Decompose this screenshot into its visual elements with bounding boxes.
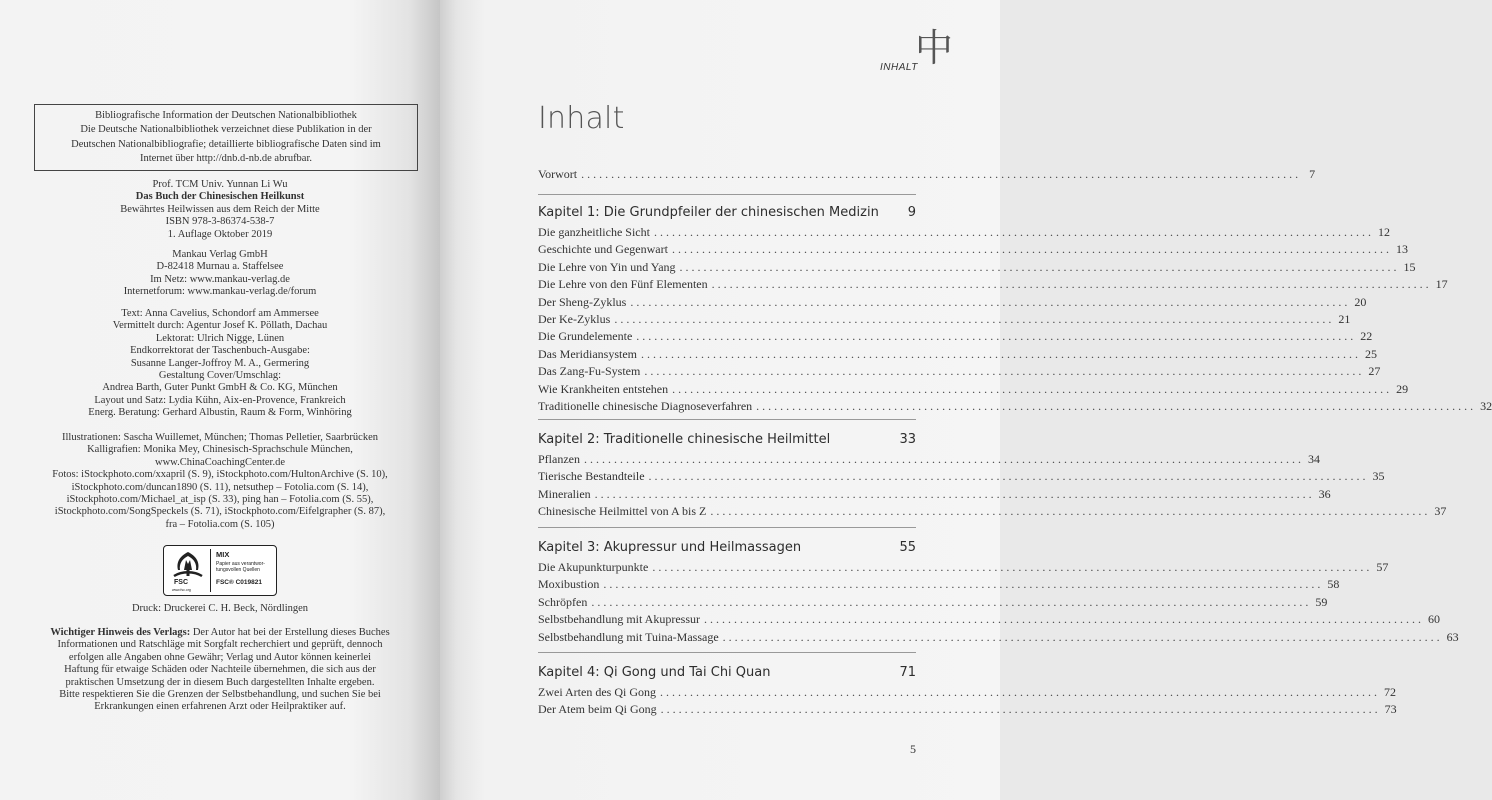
toc-entry[interactable]	[538, 225, 1390, 241]
toc-entry[interactable]	[538, 294, 1367, 311]
warning-line	[0, 701, 440, 713]
toc-entry[interactable]	[538, 277, 1448, 293]
publisher-info	[0, 249, 440, 299]
bib-line: Internet über http://dnb.d-nb.de abrufbar.	[139, 153, 313, 165]
toc-entry-page: 12	[1377, 225, 1390, 239]
toc-entry[interactable]	[538, 560, 1389, 576]
fsc-website: www.fsc.org	[172, 588, 191, 592]
toc-entry[interactable]	[538, 381, 1409, 398]
chapter-page: 33	[899, 432, 916, 447]
toc-entry-page: 57	[1376, 560, 1389, 574]
toc-entry-title: Die Akupunkturpunkte	[538, 560, 649, 574]
toc-entry[interactable]	[538, 399, 1492, 415]
toc-entry[interactable]	[538, 594, 1328, 611]
toc-chapter-heading[interactable]	[538, 540, 916, 555]
toc-entry[interactable]	[538, 167, 1316, 183]
chapter-title: Kapitel 1: Die Grundpfeiler der chinesischen Medizin	[538, 205, 879, 220]
publisher-line: Im Netz: www.mankau-verlag.de	[150, 273, 290, 285]
toc-entry-page: 13	[1395, 242, 1408, 257]
fsc-wordmark: FSC	[174, 579, 188, 586]
toc-entry-title: Die Lehre von den Fünf Elementen	[538, 277, 708, 292]
toc-leader-dots: ........................................................................................................................	[583, 452, 1304, 466]
chapter-divider	[538, 652, 916, 653]
chapter-divider	[538, 527, 916, 528]
left-page	[0, 0, 440, 800]
toc-entry[interactable]	[538, 364, 1381, 380]
warning-line	[0, 677, 440, 689]
toc-leader-dots: ........................................................................................................................	[672, 381, 1393, 396]
chapter-divider	[538, 194, 916, 195]
page-title: Inhalt	[538, 101, 625, 136]
credit-line: Energ. Beratung: Gerhard Albustin, Raum & Form, Winhöring	[88, 407, 352, 419]
toc-leader-dots: ........................................................................................................................	[653, 225, 1374, 239]
toc-entry[interactable]	[538, 629, 1459, 646]
warning-text: Erkrankungen einen erfahrenen Arzt oder Heilpraktiker auf.	[94, 701, 346, 713]
toc-chapter-heading[interactable]	[538, 205, 916, 220]
illustration-credit-line: Illustrationen: Sascha Wuillemet, München; Thomas Pelletier, Saarbrücken	[61, 432, 379, 443]
illustration-credit-line: iStockphoto.com/duncan1890 (S. 11), netsuthep – Fotolia.com (S. 14),	[71, 481, 369, 493]
toc-entry[interactable]	[538, 242, 1408, 258]
bibliographic-info-box	[34, 104, 418, 171]
fsc-description: Papier aus verantwor-tungsvollen Quellen	[216, 561, 265, 573]
toc-entry[interactable]	[538, 685, 1396, 701]
toc-entry-title: Wie Krankheiten entstehen	[538, 381, 669, 396]
chapter-page: 71	[899, 665, 916, 680]
toc-leader-dots: ........................................................................................................................	[594, 486, 1315, 501]
warning-text: erfolgen alle Angaben ohne Gewähr; Verlag und Autor können keinerlei	[68, 651, 372, 663]
book-info-line: 1. Auflage Oktober 2019	[167, 228, 273, 240]
toc-leader-dots: ........................................................................................................................	[710, 504, 1431, 519]
toc-leader-dots: ........................................................................................................................	[640, 346, 1361, 361]
toc-entry[interactable]	[538, 329, 1373, 345]
toc-entry-title: Pflanzen	[538, 452, 580, 466]
warning-text: Der Autor hat bei der Erstellung dieses Buches	[190, 627, 390, 638]
book-info-line: ISBN 978-3-86374-538-7	[165, 216, 275, 228]
bib-line: Bibliografische Information der Deutschen Nationalbibliothek	[95, 110, 357, 121]
illustration-credit-line: iStockphoto.com/SongSpeckels (S. 71), iStockphoto.com/Eifelgrapher (S. 87),	[54, 506, 386, 518]
toc-entry-page: 73	[1384, 702, 1397, 717]
toc-entry-page: 59	[1315, 594, 1328, 609]
toc-entry-title: Selbstbehandlung mit Tuina-Massage	[538, 629, 719, 644]
toc-entry[interactable]	[538, 486, 1331, 503]
toc-leader-dots: ........................................................................................................................	[671, 242, 1392, 257]
toc-entry-page: 15	[1403, 259, 1416, 274]
toc-leader-dots: ........................................................................................................................	[659, 685, 1380, 699]
toc-entry-title: Mineralien	[538, 486, 591, 501]
chapter-page: 9	[907, 205, 916, 220]
toc-entry-page: 22	[1360, 329, 1373, 344]
toc-leader-dots: ........................................................................................................................	[660, 702, 1381, 717]
toc-entry-page: 7	[1309, 167, 1316, 181]
illustration-credits	[0, 432, 440, 531]
toc-entry-title: Die Lehre von Yin und Yang	[538, 259, 676, 274]
credits	[0, 308, 440, 420]
toc-entry-page: 27	[1368, 364, 1381, 379]
bib-line: Deutschen Nationalbibliografie; detaillierte bibliografische Daten sind im	[71, 138, 381, 150]
chapter-title: Kapitel 4: Qi Gong und Tai Chi Quan	[538, 665, 771, 680]
toc-entry-title: Der Sheng-Zyklus	[538, 294, 627, 309]
print-info: Druck: Druckerei C. H. Beck, Nördlingen	[131, 603, 309, 614]
toc-leader-dots: ........................................................................................................................	[644, 364, 1365, 379]
toc-entry[interactable]	[538, 452, 1320, 468]
toc-leader-dots: ........................................................................................................................	[652, 560, 1373, 574]
book-info	[0, 179, 440, 241]
toc-entry[interactable]	[538, 612, 1440, 628]
credit-line: Layout und Satz: Lydia Kühn, Aix-en-Provence, Frankreich	[94, 394, 346, 406]
credit-line: Text: Anna Cavelius, Schondorf am Ammersee	[121, 308, 319, 319]
warning-line	[0, 639, 440, 651]
illustration-credit-line: www.ChinaCoachingCenter.de	[155, 456, 285, 468]
book-info-line: Das Buch der Chinesischen Heilkunst	[135, 191, 305, 203]
fsc-license-code: FSC® C019821	[216, 579, 262, 586]
credit-line: Susanne Langer-Joffroy M. A., Germering	[130, 357, 310, 369]
illustration-credit-line: iStockphoto.com/Michael_at_isp (S. 33), ping han – Fotolia.com (S. 55),	[66, 494, 374, 506]
fsc-mix-label: MIX	[216, 550, 230, 559]
publisher-line: Internetforum: www.mankau-verlag.de/forum	[123, 286, 317, 298]
toc-entry-page: 29	[1396, 381, 1409, 396]
credit-line: Endkorrektorat der Taschenbuch-Ausgabe:	[130, 345, 310, 357]
chapter-page: 55	[899, 540, 916, 555]
toc-entry[interactable]	[538, 702, 1397, 718]
toc-entry-title: Der Ke-Zyklus	[538, 312, 611, 326]
toc-entry-title: Das Meridiansystem	[538, 346, 637, 361]
toc-entry[interactable]	[538, 577, 1340, 593]
toc-leader-dots: ........................................................................................................................	[603, 577, 1324, 592]
toc-entry[interactable]	[538, 504, 1447, 520]
book-info-line: Prof. TCM Univ. Yunnan Li Wu	[152, 179, 288, 190]
warning-line	[0, 689, 440, 701]
warning-text: praktischen Umsetzung der in diesem Buch dargestellten Inhalte ergeben.	[65, 676, 375, 688]
toc-entry-title: Zwei Arten des Qi Gong	[538, 685, 656, 699]
chapter-title: Kapitel 3: Akupressur und Heilmassagen	[538, 540, 802, 555]
toc-leader-dots: ........................................................................................................................	[581, 167, 1302, 181]
toc-entry[interactable]	[538, 346, 1377, 363]
toc-entry-page: 72	[1383, 685, 1396, 699]
chapter-title: Kapitel 2: Traditionelle chinesische Heilmittel	[538, 432, 831, 447]
running-header: INHALT	[880, 62, 918, 73]
toc-entry-title: Die Grundelemente	[538, 329, 633, 344]
publisher-warning	[0, 627, 440, 714]
toc-entry-page: 34	[1307, 452, 1320, 466]
warning-label: Wichtiger Hinweis des Verlags:	[50, 627, 191, 638]
toc-entry-title: Tierische Bestandteile	[538, 469, 645, 484]
toc-leader-dots: ........................................................................................................................	[711, 277, 1432, 292]
book-info-line: Bewährtes Heilwissen aus dem Reich der Mitte	[120, 203, 320, 215]
toc-entry-page: 36	[1318, 486, 1331, 501]
toc-entry[interactable]	[538, 312, 1351, 328]
toc-entry-title: Das Zang-Fu-System	[538, 364, 641, 379]
toc-leader-dots: ........................................................................................................................	[636, 329, 1357, 344]
toc-entry-page: 17	[1435, 277, 1448, 292]
toc-entry-title: Der Atem beim Qi Gong	[538, 702, 657, 717]
illustration-credit-line: Fotos: iStockphoto.com/xxapril (S. 9), iStockphoto.com/HultonArchive (S. 10),	[52, 469, 388, 481]
fsc-divider	[210, 549, 211, 592]
toc-entry-page: 20	[1354, 294, 1367, 309]
toc-leader-dots: ........................................................................................................................	[704, 612, 1424, 627]
toc-leader-dots: ........................................................................................................................	[630, 294, 1351, 309]
warning-line	[0, 652, 440, 664]
bib-line: Die Deutsche Nationalbibliothek verzeichnet diese Publikation in der	[80, 124, 372, 136]
chapter-divider	[538, 419, 916, 420]
toc-entry-title: Traditionelle chinesische Diagnoseverfahren	[538, 399, 753, 413]
toc-entry-page: 58	[1327, 577, 1340, 592]
toc-entry[interactable]	[538, 259, 1416, 276]
toc-entry-title: Chinesische Heilmittel von A bis Z	[538, 504, 707, 519]
warning-text: Bitte respektieren Sie die Grenzen der Selbstbehandlung, und suchen Sie bei	[59, 689, 381, 701]
toc-entry-title: Moxibustion	[538, 577, 600, 592]
right-page	[440, 0, 1492, 800]
credit-line: Gestaltung Cover/Umschlag:	[158, 370, 282, 382]
credit-line: Andrea Barth, Guter Punkt GmbH & Co. KG, München	[102, 382, 338, 394]
page-number: 5	[910, 742, 916, 756]
toc-entry-page: 25	[1364, 346, 1377, 361]
publisher-line: D-82418 Murnau a. Staffelsee	[156, 261, 284, 273]
toc-entry-title: Selbstbehandlung mit Akupressur	[538, 612, 700, 627]
warning-line	[0, 627, 440, 639]
credit-line: Vermittelt durch: Agentur Josef K. Pöllath, Dachau	[112, 320, 328, 332]
toc-entry-page: 21	[1338, 312, 1351, 326]
toc-leader-dots: ........................................................................................................................	[679, 259, 1400, 274]
toc-entry-page: 37	[1434, 504, 1447, 519]
toc-entry-title: Die ganzheitliche Sicht	[538, 225, 650, 239]
toc-entry-page: 32	[1480, 399, 1492, 413]
toc-chapter-heading[interactable]	[538, 432, 916, 447]
fsc-tree-icon	[170, 550, 206, 578]
toc-entry-page: 35	[1372, 469, 1385, 484]
warning-line	[0, 664, 440, 676]
toc-leader-dots: ........................................................................................................................	[722, 629, 1443, 644]
publisher-line: Mankau Verlag GmbH	[172, 249, 268, 260]
calligraphy-glyph: 中	[915, 26, 954, 70]
toc-entry-title: Schröpfen	[538, 594, 588, 609]
toc-leader-dots: ........................................................................................................................	[614, 312, 1335, 326]
toc-leader-dots: ........................................................................................................................	[756, 399, 1477, 413]
fsc-logo	[163, 545, 277, 596]
illustration-credit-line: fra – Fotolia.com (S. 105)	[165, 518, 275, 530]
toc-chapter-heading[interactable]	[538, 665, 916, 680]
toc-entry-page: 63	[1446, 629, 1459, 644]
warning-text: Haftung für etwaige Schäden oder Nachteile übernehmen, die sich aus der	[64, 664, 376, 676]
credit-line: Lektorat: Ulrich Nigge, Lünen	[155, 332, 285, 344]
toc-leader-dots: ........................................................................................................................	[648, 469, 1369, 484]
toc-entry-title: Vorwort	[538, 167, 578, 181]
illustration-credit-line: Kalligrafien: Monika Mey, Chinesisch-Sprachschule München,	[87, 444, 353, 456]
warning-text: Informationen und Ratschläge mit Sorgfalt recherchiert und geprüft, dennoch	[57, 639, 383, 651]
toc-entry[interactable]	[538, 469, 1385, 485]
toc-entry-title: Geschichte und Gegenwart	[538, 242, 668, 257]
toc-entry-page: 60	[1428, 612, 1440, 627]
toc-leader-dots: ........................................................................................................................	[591, 594, 1312, 609]
